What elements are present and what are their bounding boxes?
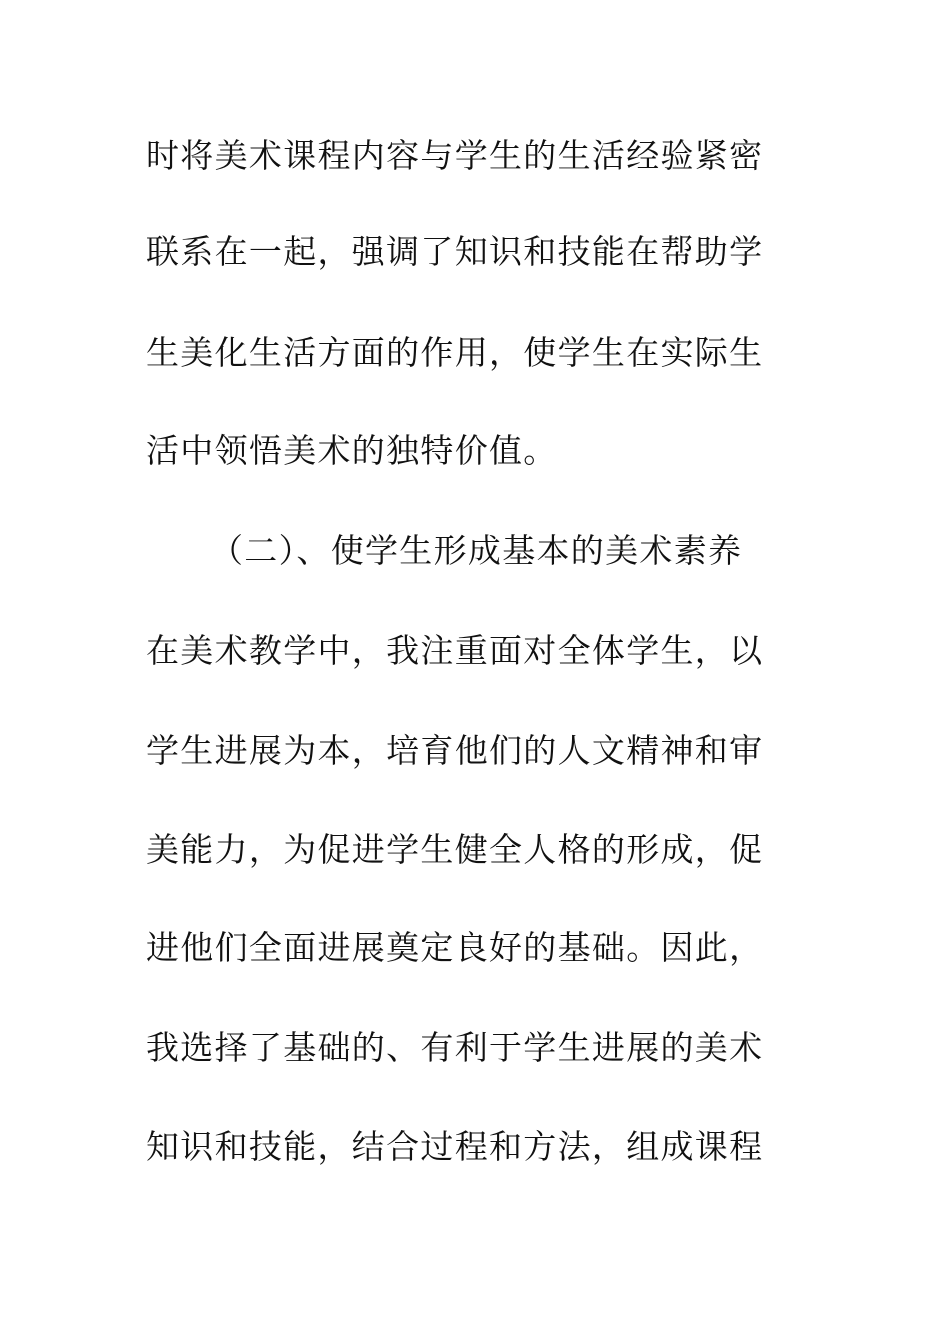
paragraph-line: 知识和技能，结合过程和方法，组成课程	[146, 1127, 764, 1166]
paragraph-line: 美能力，为促进学生健全人格的形成，促	[146, 830, 764, 869]
paragraph-line: 学生进展为本，培育他们的人文精神和审	[146, 731, 764, 770]
section-heading: （二）、使学生形成基本的美术素养	[210, 531, 743, 570]
paragraph-line: 我选择了基础的、有利于学生进展的美术	[146, 1028, 764, 1067]
paragraph-line: 在美术教学中，我注重面对全体学生，以	[146, 631, 764, 670]
paragraph-line: 时将美术课程内容与学生的生活经验紧密	[146, 136, 764, 175]
paragraph-line: 进他们全面进展奠定良好的基础。因此，	[146, 928, 764, 967]
paragraph-line: 生美化生活方面的作用，使学生在实际生	[146, 333, 764, 372]
paragraph-line: 联系在一起，强调了知识和技能在帮助学	[146, 232, 764, 271]
paragraph-line: 活中领悟美术的独特价值。	[146, 431, 558, 470]
